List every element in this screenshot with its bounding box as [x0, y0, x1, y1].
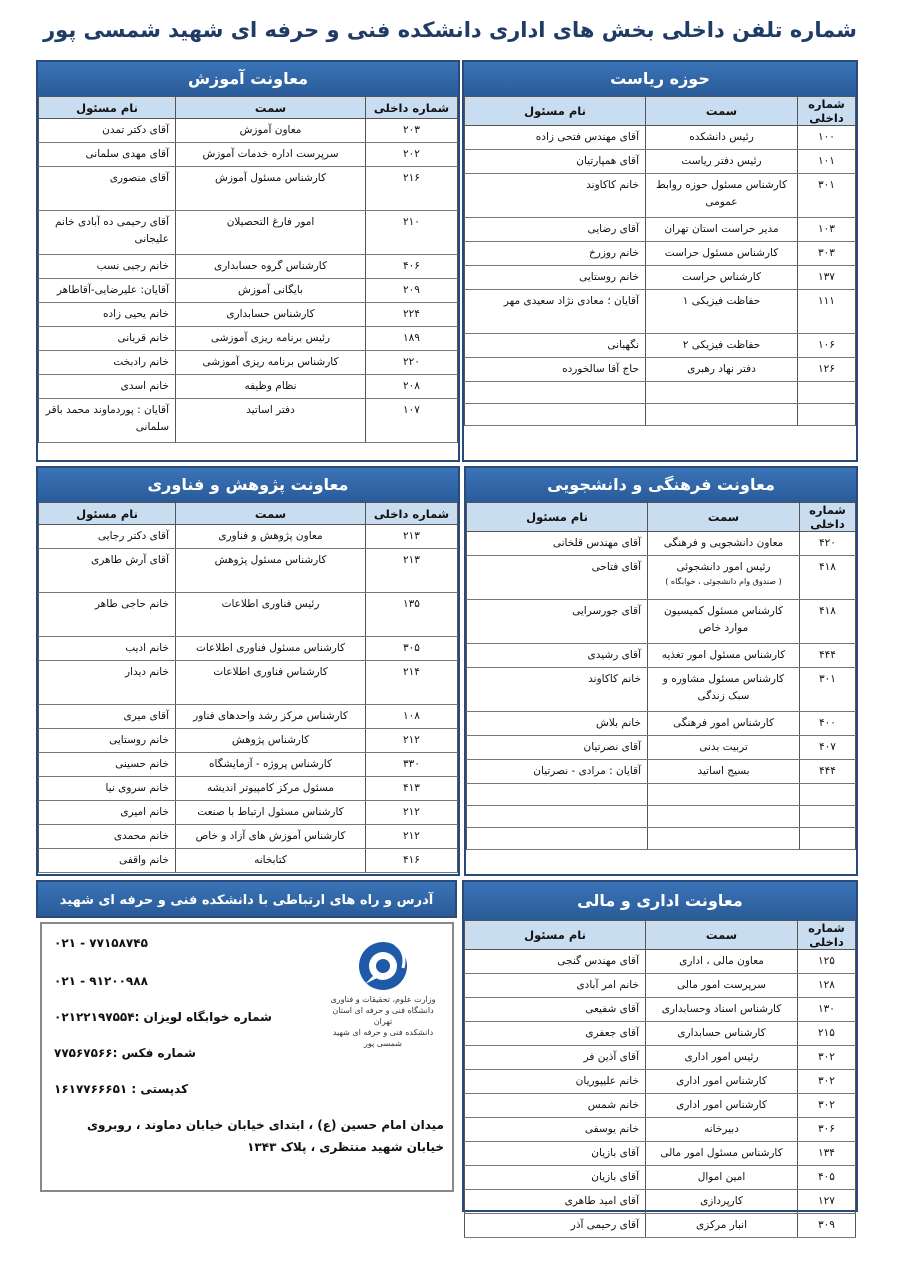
cell-person: خانم محمدی	[39, 825, 176, 849]
culture-section	[464, 466, 858, 876]
table-row	[465, 1046, 856, 1070]
cell-person: خانم کاکاوند	[467, 668, 648, 712]
table-row	[465, 1094, 856, 1118]
cell-person: خانم رجبی نسب	[39, 255, 176, 279]
cell-person: خانم رادبخت	[39, 351, 176, 375]
cell-person: خانم بلاش	[467, 712, 648, 736]
phone-2: ۰۲۱ - ۹۱۲۰۰۹۸۸	[54, 974, 148, 988]
empty-cell	[648, 828, 800, 850]
fax-number: شماره فکس :۷۷۵۶۷۵۶۶	[54, 1046, 196, 1060]
cell-ext: ۴۰۵	[798, 1166, 856, 1190]
cell-person: آقای شفیعی	[465, 998, 646, 1022]
cell-pos: رئیس دانشکده	[646, 126, 798, 150]
cell-person: آقای آرش طاهری	[39, 549, 176, 593]
cell-ext: ۴۴۴	[800, 760, 856, 784]
cell-ext: ۴۴۴	[800, 644, 856, 668]
presidency-table	[464, 96, 856, 426]
cell-pos: انبار مرکزی	[646, 1214, 798, 1238]
cell-person: آقای منصوری	[39, 167, 176, 211]
col-pos: سمت	[176, 97, 366, 119]
table-row	[39, 375, 458, 399]
cell-pos: کارشناس حراست	[646, 266, 798, 290]
cell-pos: کارشناس پژوهش	[176, 729, 366, 753]
cell-pos: کارشناس امور اداری	[646, 1070, 798, 1094]
cell-person: آقای آذین فر	[465, 1046, 646, 1070]
cell-ext: ۱۰۷	[366, 399, 458, 443]
table-row	[465, 1118, 856, 1142]
cell-ext: ۱۸۹	[366, 327, 458, 351]
cell-person: آقای بازیان	[465, 1166, 646, 1190]
col-person: نام مسئول	[39, 503, 176, 525]
cell-person: خانم روزرخ	[465, 242, 646, 266]
cell-pos: کارپردازی	[646, 1190, 798, 1214]
cell-person: آقای مهندس فتحی زاده	[465, 126, 646, 150]
cell-pos: کارشناس مسئول حوزه روابط عمومی	[646, 174, 798, 218]
cell-ext: ۲۱۳	[366, 549, 458, 593]
table-row	[39, 549, 458, 593]
education-header: معاونت آموزش	[38, 62, 458, 96]
cell-pos: کارشناس مسئول امور مالی	[646, 1142, 798, 1166]
cell-person: آقای دکتر تمدن	[39, 119, 176, 143]
postal-code: کدپستی : ۱۶۱۷۷۶۶۶۵۱	[54, 1082, 189, 1096]
cell-person: خانم اسدی	[39, 375, 176, 399]
col-person: نام مسئول	[467, 503, 648, 532]
empty-cell	[467, 806, 648, 828]
table-row	[467, 828, 856, 850]
cell-ext: ۱۲۷	[798, 1190, 856, 1214]
empty-cell	[465, 382, 646, 404]
cell-person: آقای رحیمی ده آبادی خانم علیجانی	[39, 211, 176, 255]
table-row	[39, 327, 458, 351]
table-row	[467, 644, 856, 668]
cell-pos: رئیس امور اداری	[646, 1046, 798, 1070]
logo-line-2: دانشگاه فنی و حرفه ای استان تهران	[332, 1006, 434, 1026]
table-row	[465, 1070, 856, 1094]
cell-person: خانم روستایی	[465, 266, 646, 290]
cell-pos: کتابخانه	[176, 849, 366, 873]
cell-ext: ۳۰۱	[798, 174, 856, 218]
cell-person: خانم سروی نیا	[39, 777, 176, 801]
cell-pos	[648, 556, 800, 600]
cell-pos: معاون مالی ، اداری	[646, 950, 798, 974]
cell-pos: نظام وظیفه	[176, 375, 366, 399]
col-pos: سمت	[648, 503, 800, 532]
cell-ext: ۱۰۳	[798, 218, 856, 242]
table-row	[467, 532, 856, 556]
cell-ext: ۱۲۶	[798, 358, 856, 382]
cell-person: نگهبانی	[465, 334, 646, 358]
cell-person: خانم روستایی	[39, 729, 176, 753]
cell-ext: ۲۱۰	[366, 211, 458, 255]
table-row	[39, 255, 458, 279]
education-table	[38, 96, 458, 443]
table-row	[39, 777, 458, 801]
cell-person: آقایان ؛ معادی نژاد سعیدی مهر	[465, 290, 646, 334]
table-row	[465, 150, 856, 174]
table-row	[465, 290, 856, 334]
col-ext: شماره داخلی	[366, 97, 458, 119]
cell-person: خانم یحیی زاده	[39, 303, 176, 327]
cell-ext: ۳۰۲	[798, 1070, 856, 1094]
university-emblem-icon	[355, 938, 411, 994]
table-row	[465, 266, 856, 290]
table-row	[467, 760, 856, 784]
table-row	[467, 600, 856, 644]
table-row	[465, 404, 856, 426]
table-row	[39, 351, 458, 375]
cell-pos: حفاظت فیزیکی ۱	[646, 290, 798, 334]
table-row	[39, 593, 458, 637]
cell-pos: بسیج اساتید	[648, 760, 800, 784]
empty-cell	[800, 784, 856, 806]
cell-pos: سرپرست امور مالی	[646, 974, 798, 998]
cell-pos: معاون پژوهش و فناوری	[176, 525, 366, 549]
table-row	[39, 143, 458, 167]
table-row	[467, 556, 856, 600]
cell-pos: کارشناس مسئول حراست	[646, 242, 798, 266]
table-row	[465, 382, 856, 404]
cell-ext: ۳۰۲	[798, 1094, 856, 1118]
address: میدان امام حسین (ع) ، ابتدای خیابان خیابان دماوند ، روبروی خیابان شهید منتظری ، پلاک ۱۳۴۳	[86, 1118, 444, 1154]
cell-person: آقای مهندس قلخانی	[467, 532, 648, 556]
cell-person: آقای دکتر رجایی	[39, 525, 176, 549]
admin-table	[464, 920, 856, 1238]
research-section	[36, 466, 460, 876]
cell-person: خانم واقفی	[39, 849, 176, 873]
cell-ext: ۱۳۷	[798, 266, 856, 290]
cell-pos: رئیس برنامه ریزی آموزشی	[176, 327, 366, 351]
dorm-phone: شماره خوابگاه لویزان :۰۲۱۲۲۱۹۷۵۵۴	[54, 1010, 272, 1024]
cell-pos: کارشناس پروژه - آزمایشگاه	[176, 753, 366, 777]
cell-person: خانم ادیب	[39, 637, 176, 661]
col-ext: شماره داخلی	[800, 503, 856, 532]
table-row	[465, 1166, 856, 1190]
cell-pos: کارشناس حسابداری	[646, 1022, 798, 1046]
col-ext: شماره داخلی	[366, 503, 458, 525]
cell-ext: ۴۰۶	[366, 255, 458, 279]
cell-ext: ۲۲۴	[366, 303, 458, 327]
cell-ext: ۴۱۶	[366, 849, 458, 873]
cell-ext: ۱۰۰	[798, 126, 856, 150]
cell-pos: کارشناس امور فرهنگی	[648, 712, 800, 736]
education-section	[36, 60, 460, 462]
cell-ext: ۴۱۳	[366, 777, 458, 801]
table-row	[465, 998, 856, 1022]
cell-pos: تربیت بدنی	[648, 736, 800, 760]
cell-person: آقایان : پوردماوند محمد باقر سلمانی	[39, 399, 176, 443]
cell-ext: ۲۱۲	[366, 801, 458, 825]
table-row	[465, 358, 856, 382]
cell-ext: ۲۱۶	[366, 167, 458, 211]
cell-person: خانم یوسفی	[465, 1118, 646, 1142]
cell-ext: ۳۰۶	[798, 1118, 856, 1142]
cell-ext: ۴۱۸	[800, 556, 856, 600]
culture-table	[466, 502, 856, 850]
page-title: شماره تلفن داخلی بخش های اداری دانشکده فنی و حرفه ای شهید شمسی پور	[43, 18, 857, 42]
cell-ext: ۴۲۰	[800, 532, 856, 556]
cell-pos: کارشناس برنامه ریزی آموزشی	[176, 351, 366, 375]
cell-pos: کارشناس گروه حسابداری	[176, 255, 366, 279]
contact-header: آدرس و راه های ارتباطی با دانشکده فنی و حرفه ای شهید	[36, 880, 457, 918]
table-row	[39, 303, 458, 327]
cell-ext: ۲۰۳	[366, 119, 458, 143]
col-pos: سمت	[176, 503, 366, 525]
cell-pos: سرپرست اداره خدمات آموزش	[176, 143, 366, 167]
research-table	[38, 502, 458, 873]
admin-section	[462, 880, 858, 1231]
cell-person: آقای نصرتیان	[467, 736, 648, 760]
table-row	[39, 279, 458, 303]
table-row	[467, 736, 856, 760]
cell-ext: ۲۱۲	[366, 729, 458, 753]
empty-cell	[467, 828, 648, 850]
cell-ext: ۳۰۲	[798, 1046, 856, 1070]
cell-pos: بایگانی آموزش	[176, 279, 366, 303]
cell-pos: کارشناس حسابداری	[176, 303, 366, 327]
empty-cell	[648, 806, 800, 828]
cell-pos: کارشناس مرکز رشد واحدهای فناور	[176, 705, 366, 729]
table-row	[465, 242, 856, 266]
cell-pos: کارشناس مسئول امور تغذیه	[648, 644, 800, 668]
cell-person: خانم امر آبادی	[465, 974, 646, 998]
cell-pos: رئیس دفتر ریاست	[646, 150, 798, 174]
cell-pos: دفتر نهاد رهبری	[646, 358, 798, 382]
cell-pos: کارشناس مسئول مشاوره و سبک زندگی	[648, 668, 800, 712]
cell-ext: ۱۰۱	[798, 150, 856, 174]
university-logo	[328, 938, 438, 1058]
cell-person: خانم کاکاوند	[465, 174, 646, 218]
cell-pos: مسئول مرکز کامپیوتر اندیشه	[176, 777, 366, 801]
table-row	[39, 525, 458, 549]
cell-ext: ۳۰۳	[798, 242, 856, 266]
cell-person: آقای جعفری	[465, 1022, 646, 1046]
presidency-section	[462, 60, 858, 462]
table-row	[465, 334, 856, 358]
col-person: نام مسئول	[465, 97, 646, 126]
cell-pos: کارشناس مسئول کمیسیون موارد خاص	[648, 600, 800, 644]
table-row	[39, 729, 458, 753]
cell-person: آقای مهدی سلمانی	[39, 143, 176, 167]
cell-pos: کارشناس امور اداری	[646, 1094, 798, 1118]
table-row	[39, 399, 458, 443]
presidency-header: حوزه ریاست	[464, 62, 856, 96]
col-pos: سمت	[646, 97, 798, 126]
cell-pos: مدیر حراست استان تهران	[646, 218, 798, 242]
cell-pos: کارشناس فناوری اطلاعات	[176, 661, 366, 705]
cell-pos: کارشناس اسناد وحسابداری	[646, 998, 798, 1022]
table-row	[465, 126, 856, 150]
cell-ext: ۲۰۹	[366, 279, 458, 303]
table-row	[467, 668, 856, 712]
table-row	[39, 705, 458, 729]
cell-ext: ۱۲۵	[798, 950, 856, 974]
cell-ext: ۲۱۴	[366, 661, 458, 705]
table-row	[465, 174, 856, 218]
cell-person: خانم امیری	[39, 801, 176, 825]
table-row	[39, 637, 458, 661]
cell-ext: ۱۳۵	[366, 593, 458, 637]
cell-ext: ۲۱۲	[366, 825, 458, 849]
cell-pos: دبیرخانه	[646, 1118, 798, 1142]
cell-ext: ۳۰۹	[798, 1214, 856, 1238]
col-person: نام مسئول	[39, 97, 176, 119]
cell-pos: معاون آموزش	[176, 119, 366, 143]
cell-person: آقای میری	[39, 705, 176, 729]
empty-cell	[798, 404, 856, 426]
phone-1: ۰۲۱ - ۷۷۱۵۸۷۴۵	[54, 936, 148, 950]
cell-pos: کارشناس مسئول پژوهش	[176, 549, 366, 593]
cell-pos: کارشناس مسئول آموزش	[176, 167, 366, 211]
cell-ext: ۴۰۰	[800, 712, 856, 736]
col-ext: شماره داخلی	[798, 921, 856, 950]
logo-line-3: دانشکده فنی و حرفه ای شهید شمسی پور	[332, 1028, 434, 1048]
cell-person: آقایان : مرادی - نصرتیان	[467, 760, 648, 784]
cell-ext: ۱۲۸	[798, 974, 856, 998]
cell-pos-sub: ( صندوق وام دانشجوئی ، خوابگاه )	[665, 577, 782, 586]
empty-cell	[798, 382, 856, 404]
cell-ext: ۱۱۱	[798, 290, 856, 334]
empty-cell	[467, 784, 648, 806]
table-row	[467, 712, 856, 736]
cell-person: خانم دیدار	[39, 661, 176, 705]
cell-person: آقای بازیان	[465, 1142, 646, 1166]
empty-cell	[465, 404, 646, 426]
cell-pos: کارشناس مسئول فناوری اطلاعات	[176, 637, 366, 661]
admin-header: معاونت اداری و مالی	[464, 882, 856, 920]
cell-ext: ۳۰۱	[800, 668, 856, 712]
research-header: معاونت پژوهش و فناوری	[38, 468, 458, 502]
cell-ext: ۳۰۵	[366, 637, 458, 661]
cell-ext: ۱۳۰	[798, 998, 856, 1022]
col-person: نام مسئول	[465, 921, 646, 950]
culture-header: معاونت فرهنگی و دانشجویی	[466, 468, 856, 502]
table-row	[465, 950, 856, 974]
empty-cell	[646, 382, 798, 404]
logo-line-1: وزارت علوم، تحقیقات و فناوری	[330, 995, 436, 1004]
table-row	[465, 218, 856, 242]
cell-person: آقای رحیمی آذر	[465, 1214, 646, 1238]
cell-pos-main: رئیس امور دانشجوئی	[676, 561, 771, 573]
table-row	[39, 211, 458, 255]
cell-person: خانم قربانی	[39, 327, 176, 351]
cell-pos: معاون دانشجویی و فرهنگی	[648, 532, 800, 556]
cell-person: آقای رضایی	[465, 218, 646, 242]
cell-ext: ۲۱۳	[366, 525, 458, 549]
cell-pos: امور فارغ التحصیلان	[176, 211, 366, 255]
table-row	[467, 784, 856, 806]
cell-person: آقایان: علیرضایی-آقاطاهر	[39, 279, 176, 303]
cell-ext: ۱۰۶	[798, 334, 856, 358]
table-row	[465, 1022, 856, 1046]
cell-ext: ۲۱۵	[798, 1022, 856, 1046]
table-row	[465, 1190, 856, 1214]
cell-ext: ۴۱۸	[800, 600, 856, 644]
empty-cell	[648, 784, 800, 806]
cell-pos: رئیس فناوری اطلاعات	[176, 593, 366, 637]
table-row	[465, 1214, 856, 1238]
empty-cell	[800, 806, 856, 828]
empty-cell	[646, 404, 798, 426]
cell-ext: ۴۰۷	[800, 736, 856, 760]
cell-ext: ۲۰۸	[366, 375, 458, 399]
cell-person: حاج آقا سالخورده	[465, 358, 646, 382]
cell-ext: ۱۰۸	[366, 705, 458, 729]
cell-person: آقای فتاحی	[467, 556, 648, 600]
col-pos: سمت	[646, 921, 798, 950]
cell-ext: ۲۲۰	[366, 351, 458, 375]
table-row	[39, 119, 458, 143]
table-row	[39, 753, 458, 777]
table-row	[467, 806, 856, 828]
cell-person: آقای مهندس گنجی	[465, 950, 646, 974]
contact-box	[40, 922, 454, 1192]
cell-pos: کارشناس آموزش های آزاد و خاص	[176, 825, 366, 849]
cell-pos: امین اموال	[646, 1166, 798, 1190]
cell-person: خانم حاجی طاهر	[39, 593, 176, 637]
table-row	[465, 1142, 856, 1166]
cell-person: آقای جورسرایی	[467, 600, 648, 644]
cell-pos: کارشناس مسئول ارتباط با صنعت	[176, 801, 366, 825]
cell-ext: ۲۰۲	[366, 143, 458, 167]
cell-ext: ۳۳۰	[366, 753, 458, 777]
cell-pos: حفاظت فیزیکی ۲	[646, 334, 798, 358]
cell-person: آقای امید طاهری	[465, 1190, 646, 1214]
cell-person: خانم علیپوریان	[465, 1070, 646, 1094]
table-row	[39, 849, 458, 873]
cell-person: آقای همپارتیان	[465, 150, 646, 174]
cell-ext: ۱۳۴	[798, 1142, 856, 1166]
table-row	[39, 661, 458, 705]
table-row	[39, 825, 458, 849]
cell-person: خانم حسینی	[39, 753, 176, 777]
cell-pos: دفتر اساتید	[176, 399, 366, 443]
table-row	[39, 167, 458, 211]
cell-person: خانم شمس	[465, 1094, 646, 1118]
table-row	[39, 801, 458, 825]
col-ext: شماره داخلی	[798, 97, 856, 126]
cell-person: آقای رشیدی	[467, 644, 648, 668]
table-row	[465, 974, 856, 998]
empty-cell	[800, 828, 856, 850]
